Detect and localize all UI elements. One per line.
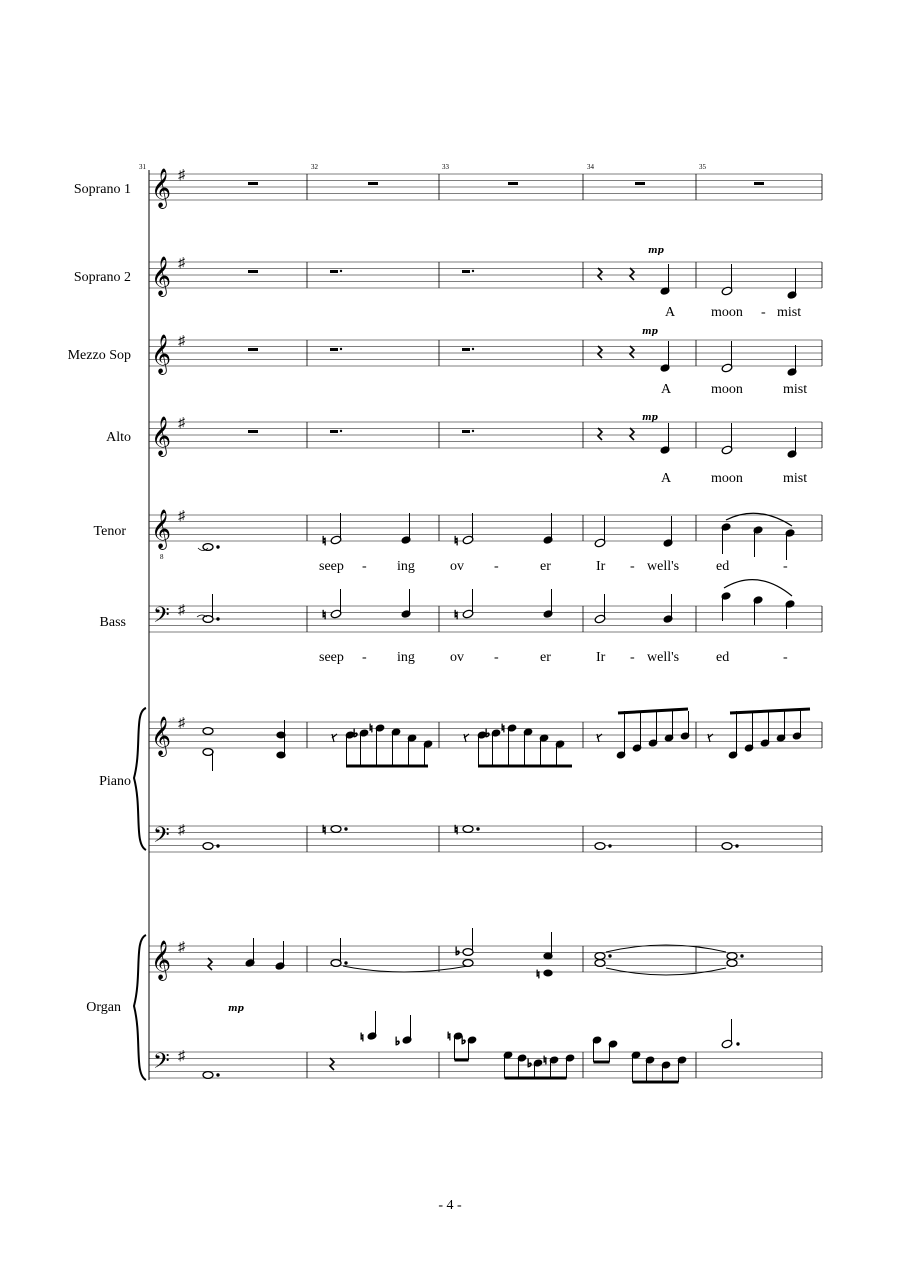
treble-clef-icon: 𝄞 <box>151 716 172 756</box>
lyric: mist <box>783 471 808 486</box>
lyric: moon <box>711 382 743 397</box>
part-name-mezzo: Mezzo Sop <box>67 348 131 363</box>
sharp-key-signature: ♯ <box>178 603 185 618</box>
sharp-key-signature: ♯ <box>178 940 185 955</box>
organ-brace <box>134 935 146 1080</box>
octave-marker: 8 <box>160 553 164 561</box>
lyric: Ir <box>596 650 606 665</box>
accidental: ♮ <box>543 1055 547 1067</box>
measure-number: 35 <box>699 163 706 171</box>
sharp-key-signature: ♯ <box>178 168 185 183</box>
accidental: ♭ <box>353 728 359 740</box>
sharp-key-signature: ♯ <box>178 716 185 731</box>
lyric: A <box>665 305 676 320</box>
svg-text:♮: ♮ <box>536 969 540 981</box>
treble-clef-icon: 𝄞 <box>151 334 172 374</box>
lyric: seep <box>319 559 344 574</box>
part-name-soprano2: Soprano 2 <box>73 270 131 285</box>
bass-clef-icon: 𝄢 <box>153 823 170 853</box>
lyric: ed <box>716 559 730 574</box>
lyric: - <box>630 559 635 574</box>
dynamic-alto: mp <box>642 413 658 423</box>
lyric: seep <box>319 650 344 665</box>
part-name-piano: Piano <box>99 774 131 789</box>
dynamic-mezzo: mp <box>642 327 658 337</box>
measure-number: 33 <box>442 163 449 171</box>
svg-text:♮: ♮ <box>454 608 459 622</box>
page-number: - 4 - <box>438 1198 462 1213</box>
treble-clef-icon: 𝄞 <box>151 256 172 296</box>
accidental: ♭ <box>485 728 491 740</box>
treble-clef-icon: 𝄞 <box>151 940 172 980</box>
part-name-soprano1: Soprano 1 <box>73 182 131 197</box>
treble-clef-icon: 𝄞 <box>151 416 172 456</box>
lyric: - <box>630 650 635 665</box>
lyric: er <box>540 559 551 574</box>
lyric: - <box>761 305 766 320</box>
upper-voice-rests <box>248 270 474 433</box>
bass-clef-icon: 𝄢 <box>153 1049 170 1079</box>
bass-notes <box>197 580 795 629</box>
piano-rh-notes <box>203 709 810 771</box>
lyric: A <box>661 471 672 486</box>
soprano1-rests <box>248 182 764 185</box>
part-name-tenor: Tenor <box>93 524 126 539</box>
svg-text:♮: ♮ <box>322 534 327 548</box>
measure-number: 32 <box>311 163 318 171</box>
sharp-key-signature: ♯ <box>178 823 185 838</box>
tenor-lyrics <box>319 559 788 574</box>
svg-text:♮: ♮ <box>454 534 459 548</box>
accidental: ♮ <box>369 723 373 735</box>
lyric: A <box>661 382 672 397</box>
lyric: - <box>362 650 367 665</box>
lyric: well's <box>647 559 680 574</box>
lyric: moon <box>711 305 743 320</box>
part-name-alto: Alto <box>106 430 131 445</box>
bass-clef-icon: 𝄢 <box>153 603 170 633</box>
lyric: ing <box>397 650 415 665</box>
sharp-key-signature: ♯ <box>178 256 185 271</box>
lyric: er <box>540 650 551 665</box>
measure-number: 31 <box>139 163 146 171</box>
lyric: mist <box>777 305 802 320</box>
piano-brace <box>134 708 146 850</box>
lyric: ov <box>450 559 464 574</box>
lyric: - <box>494 559 499 574</box>
organ-rh-notes <box>208 928 743 981</box>
accidental: ♮ <box>447 1031 451 1043</box>
lyric: - <box>783 650 788 665</box>
svg-text:♮: ♮ <box>322 608 327 622</box>
barlines <box>307 174 822 1078</box>
dynamic-soprano2: mp <box>648 246 664 256</box>
dynamic-organ: mp <box>228 1004 244 1014</box>
bass-lyrics <box>319 650 788 665</box>
svg-text:♮: ♮ <box>360 1032 364 1044</box>
lyric: moon <box>711 471 743 486</box>
lyric: mist <box>783 382 808 397</box>
lyric: Ir <box>596 559 606 574</box>
tenor-notes <box>198 513 795 560</box>
lyric: well's <box>647 650 680 665</box>
lyric: ing <box>397 559 415 574</box>
svg-text:♮: ♮ <box>322 823 327 837</box>
lyric: - <box>783 559 788 574</box>
sharp-key-signature: ♯ <box>178 509 185 524</box>
sharp-key-signature: ♯ <box>178 416 185 431</box>
quarter-rests <box>598 268 634 440</box>
accidental: ♭ <box>461 1035 467 1047</box>
treble-clef-icon: 𝄞 <box>151 168 172 208</box>
accidental: ♮ <box>501 723 505 735</box>
lyric: - <box>362 559 367 574</box>
svg-text:♭: ♭ <box>455 946 461 958</box>
measure-number: 34 <box>587 163 594 171</box>
svg-text:♮: ♮ <box>454 823 459 837</box>
sharp-key-signature: ♯ <box>178 334 185 349</box>
upper-voice-notes <box>660 264 797 458</box>
sharp-key-signature: ♯ <box>178 1049 185 1064</box>
clefs <box>151 168 186 1079</box>
lyric: - <box>494 650 499 665</box>
lyric: ov <box>450 650 464 665</box>
svg-text:♭: ♭ <box>395 1036 401 1048</box>
lyric: ed <box>716 650 730 665</box>
part-name-bass: Bass <box>99 615 126 630</box>
treble-clef-icon: 𝄞 <box>151 509 172 549</box>
part-name-organ: Organ <box>86 1000 121 1015</box>
accidental: ♭ <box>527 1058 533 1070</box>
